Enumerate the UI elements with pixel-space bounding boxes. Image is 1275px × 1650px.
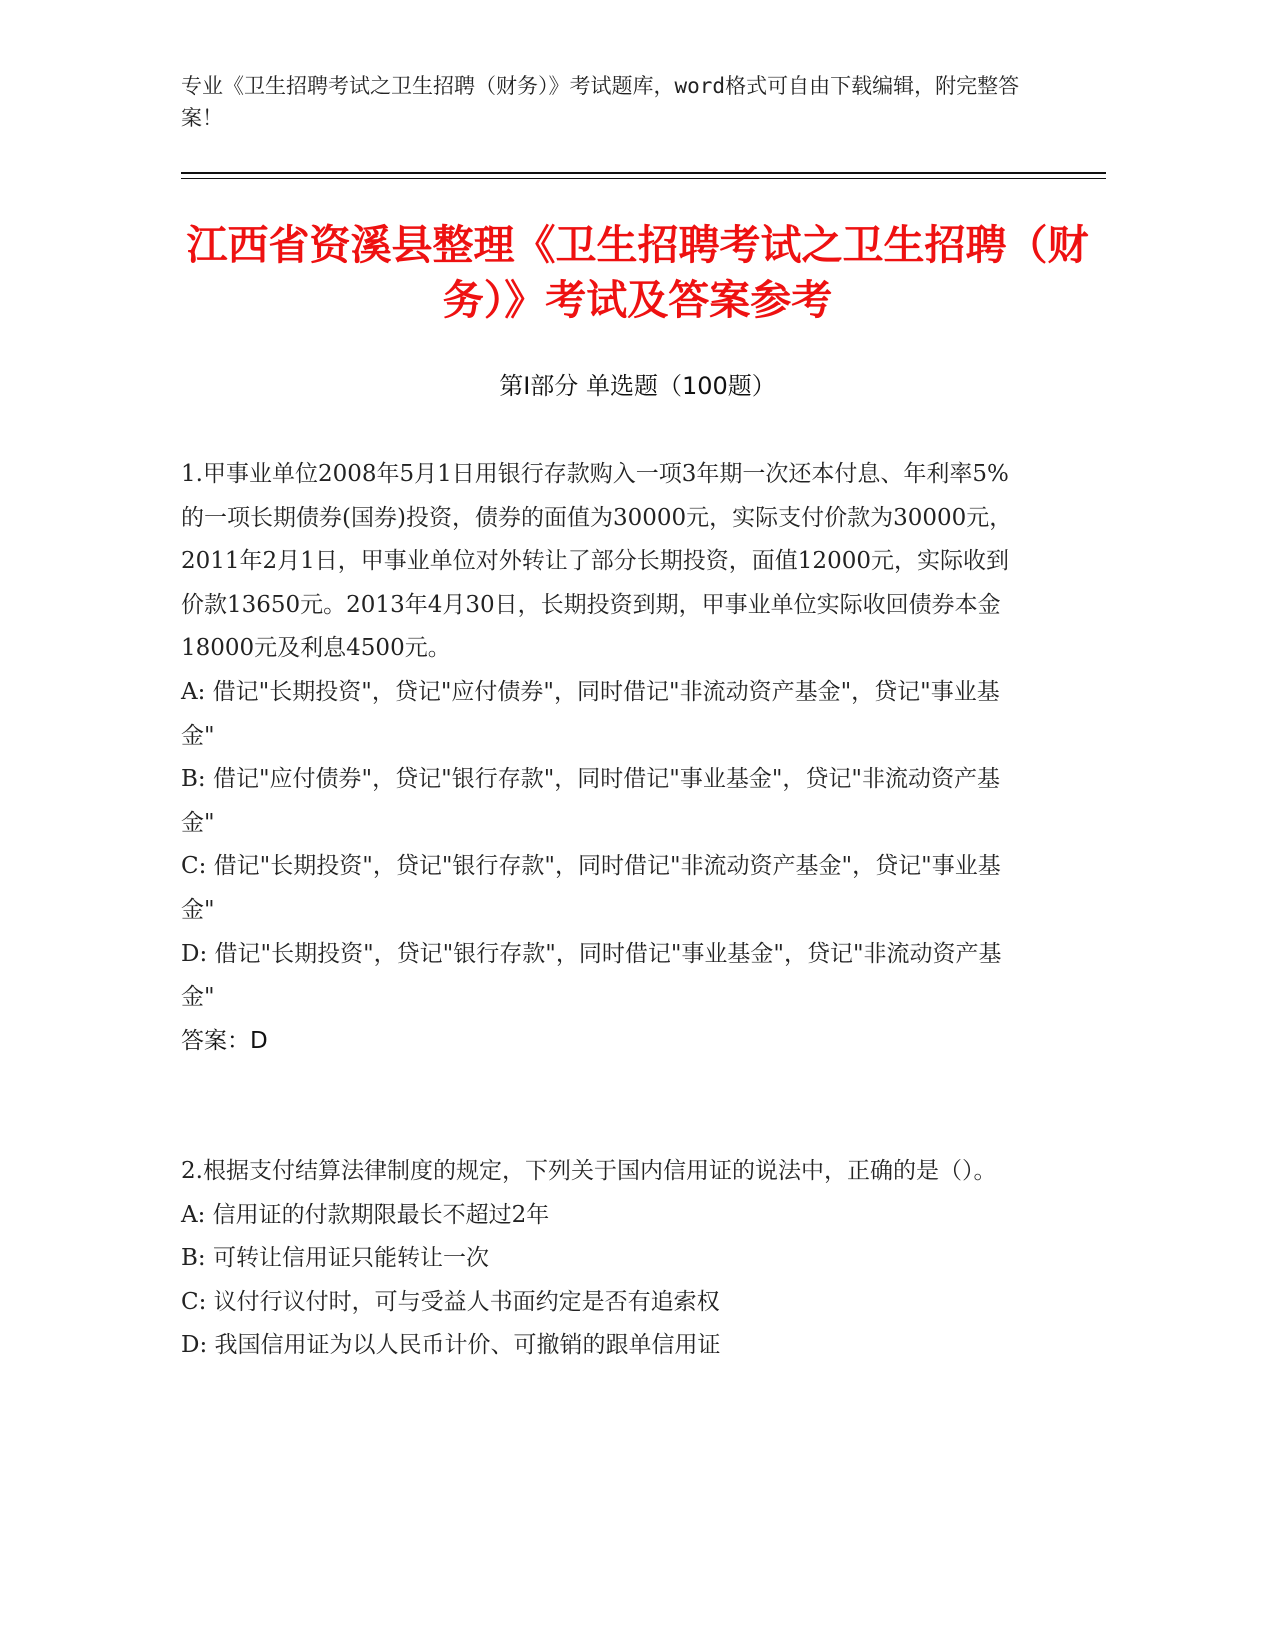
option-a: A: 借记"长期投资"，贷记"应付债券"，同时借记"非流动资产基金"，贷记"事业基金" — [181, 678, 1000, 749]
section-heading: 第Ⅰ部分 单选题（100题） — [499, 372, 776, 400]
question-stem: 1.甲事业单位2008年5月1日用银行存款购入一项3年期一次还本付息、年利率5%的一项长期债券(国券)投资，债券的面值为30000元，实际支付价款为30000元，2011年2月1日，甲事业单位对外转让了部分长期投资，面值12000元，实际收到价款13650元。2013年4月30日，长期投资到期，甲事业单位实际收回债券本金18000元及利息4500元。 — [181, 461, 1013, 662]
answer-line: 答案：D — [181, 1027, 268, 1054]
question-2 — [181, 1150, 1031, 1368]
option-c: C: 借记"长期投资"，贷记"银行存款"，同时借记"非流动资产基金"，贷记"事业基金" — [181, 853, 1001, 923]
option-a: A: 信用证的付款期限最长不超过2年 — [181, 1201, 550, 1228]
question-1 — [181, 453, 1031, 1063]
header-note: 专业《卫生招聘考试之卫生招聘（财务）》考试题库，word格式可自由下载编辑，附完整答案！ — [181, 74, 1020, 130]
header-divider-thin — [181, 178, 1106, 179]
option-c: C: 议付行议付时，可与受益人书面约定是否有追索权 — [181, 1288, 720, 1315]
header-divider-thick — [181, 172, 1106, 174]
option-d: D: 我国信用证为以人民币计价、可撤销的跟单信用证 — [181, 1332, 721, 1359]
question-stem: 2.根据支付结算法律制度的规定，下列关于国内信用证的说法中，正确的是（）。 — [181, 1158, 997, 1184]
document-title: 江西省资溪县整理《卫生招聘考试之卫生招聘（财务）》考试及答案参考 — [186, 221, 1089, 324]
option-b: B: 可转让信用证只能转让一次 — [181, 1245, 489, 1272]
option-d: D: 借记"长期投资"，贷记"银行存款"，同时借记"事业基金"，贷记"非流动资产基金" — [181, 940, 1002, 1011]
option-b: B: 借记"应付债券"，贷记"银行存款"，同时借记"事业基金"，贷记"非流动资产基金" — [181, 766, 1001, 836]
